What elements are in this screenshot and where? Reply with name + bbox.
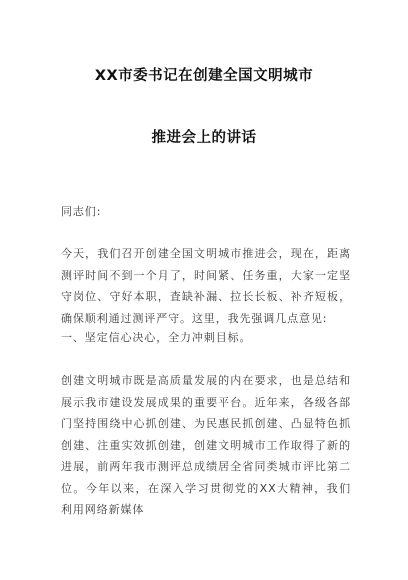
paragraph-body: 创建文明城市既是高质量发展的内在要求，也是总结和展示我市建设发展成果的重要平台。近年来，各级各部门坚持围绕中心抓创建、为民惠民抓创建、凸显特色抓创建、注重实效抓创建，创建文明城市工作取得了新的进展，前两年我市测评总成绩居全省同类城市评比第二位。今年以来，在深入学习贯彻党的XX大精神，我们利用网络新媒体 [61, 374, 351, 516]
section-heading-1: 一、坚定信心决心，全力冲刺目标。 [61, 331, 252, 344]
paragraph-opening: 今天，我们召开创建全国文明城市推进会，现在，距离测评时间不到一个月了，时间紧、任务重，大家一定坚守岗位、守好本职，査缺补漏、拉长长板、补齐短板，确保顺利通过测评严守。这里，我先强调几点意见: [61, 247, 351, 325]
document-title-line1: XX市委书记在创建全国文明城市 [94, 68, 314, 84]
document-title-line2: 推进会上的讲话 [151, 130, 257, 146]
salutation: 同志们: [61, 205, 102, 218]
